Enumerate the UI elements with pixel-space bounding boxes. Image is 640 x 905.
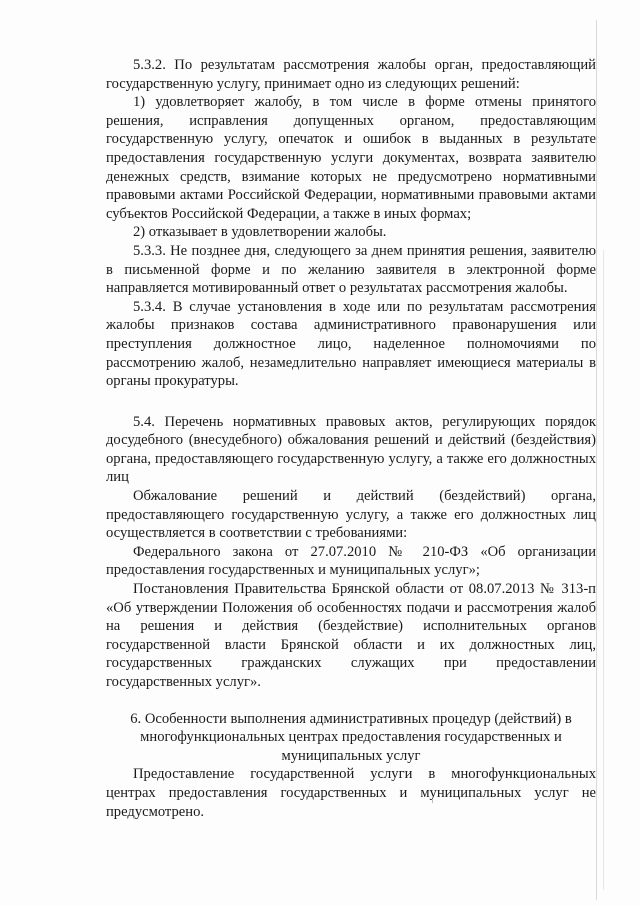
paragraph-decision-2: 2) отказывает в удовлетворении жалобы. bbox=[133, 224, 387, 241]
document-body bbox=[106, 56, 596, 821]
scan-edge-line-secondary bbox=[603, 250, 604, 890]
paragraph-5-3-4: 5.3.4. В случае установления в ходе или по результатам рассмотрения жалобы признаков состава административного правонарушения или преступления должностное лицо, наделенное полномочиями по рассмотрению жалоб, незамедлительно направляет имеющиеся материалы в органы прокуратуры. bbox=[106, 298, 596, 390]
paragraph-resolution: Постановления Правительства Брянской области от 08.07.2013 № 313-п «Об утверждении Положения об особенностях подачи и рассмотрения жалоб на решения и действия (бездействие) исполнительных органов государственной власти Брянской области и их должностных лиц, государственных гражданских служащих при предоставлении государственных услуг». bbox=[106, 581, 596, 690]
paragraph-decision-1: 1) удовлетворяет жалобу, в том числе в форме отмены принятого решения, исправления допущенных органом, предоставляющим государственную услугу, опечаток и ошибок в выданных в результате предоставления государственную услуги документах, возврата заявителю денежных средств, взимание которых не предусмотрено нормативными правовыми актами Российской Федерации, нормативными правовыми актами субъектов Российской Федерации, а также в иных формах; bbox=[106, 94, 596, 222]
section-gap bbox=[106, 692, 596, 710]
section-gap bbox=[106, 391, 596, 413]
paragraph-5-3-2: 5.3.2. По результатам рассмотрения жалобы орган, предоставляющий государственную услугу, принимает одно из следующих решений: bbox=[106, 57, 596, 92]
section-6-heading: 6. Особенности выполнения административных процедур (действий) в многофункциональных центрах предоставления государственных и муниципальных услуг bbox=[130, 710, 572, 764]
paragraph-mfc: Предоставление государственной услуги в многофункциональных центрах предоставления государственных и муниципальных услуг не предусмотрено. bbox=[106, 766, 596, 820]
paragraph-federal-law: Федерального закона от 27.07.2010 № 210-ФЗ «Об организации предоставления государственных и муниципальных услуг»; bbox=[106, 543, 596, 579]
section-5-4-heading: 5.4. Перечень нормативных правовых актов, регулирующих порядок досудебного (внесудебного) обжалования решений и действий (бездействия) органа, предоставляющего государственную услугу, а также его должностных лиц bbox=[106, 413, 596, 486]
scan-edge-line bbox=[596, 20, 597, 900]
paragraph-5-3-3: 5.3.3. Не позднее дня, следующего за днем принятия решения, заявителю в письменной форме и по желанию заявителя в электронной форме направляется мотивированный ответ о результатах рассмотрения жалобы. bbox=[106, 242, 596, 297]
paragraph-appeal: Обжалование решений и действий (бездействий) органа, предоставляющего государственную услугу, а также его должностных лиц осуществляется в соответствии с требованиями: bbox=[106, 488, 596, 542]
